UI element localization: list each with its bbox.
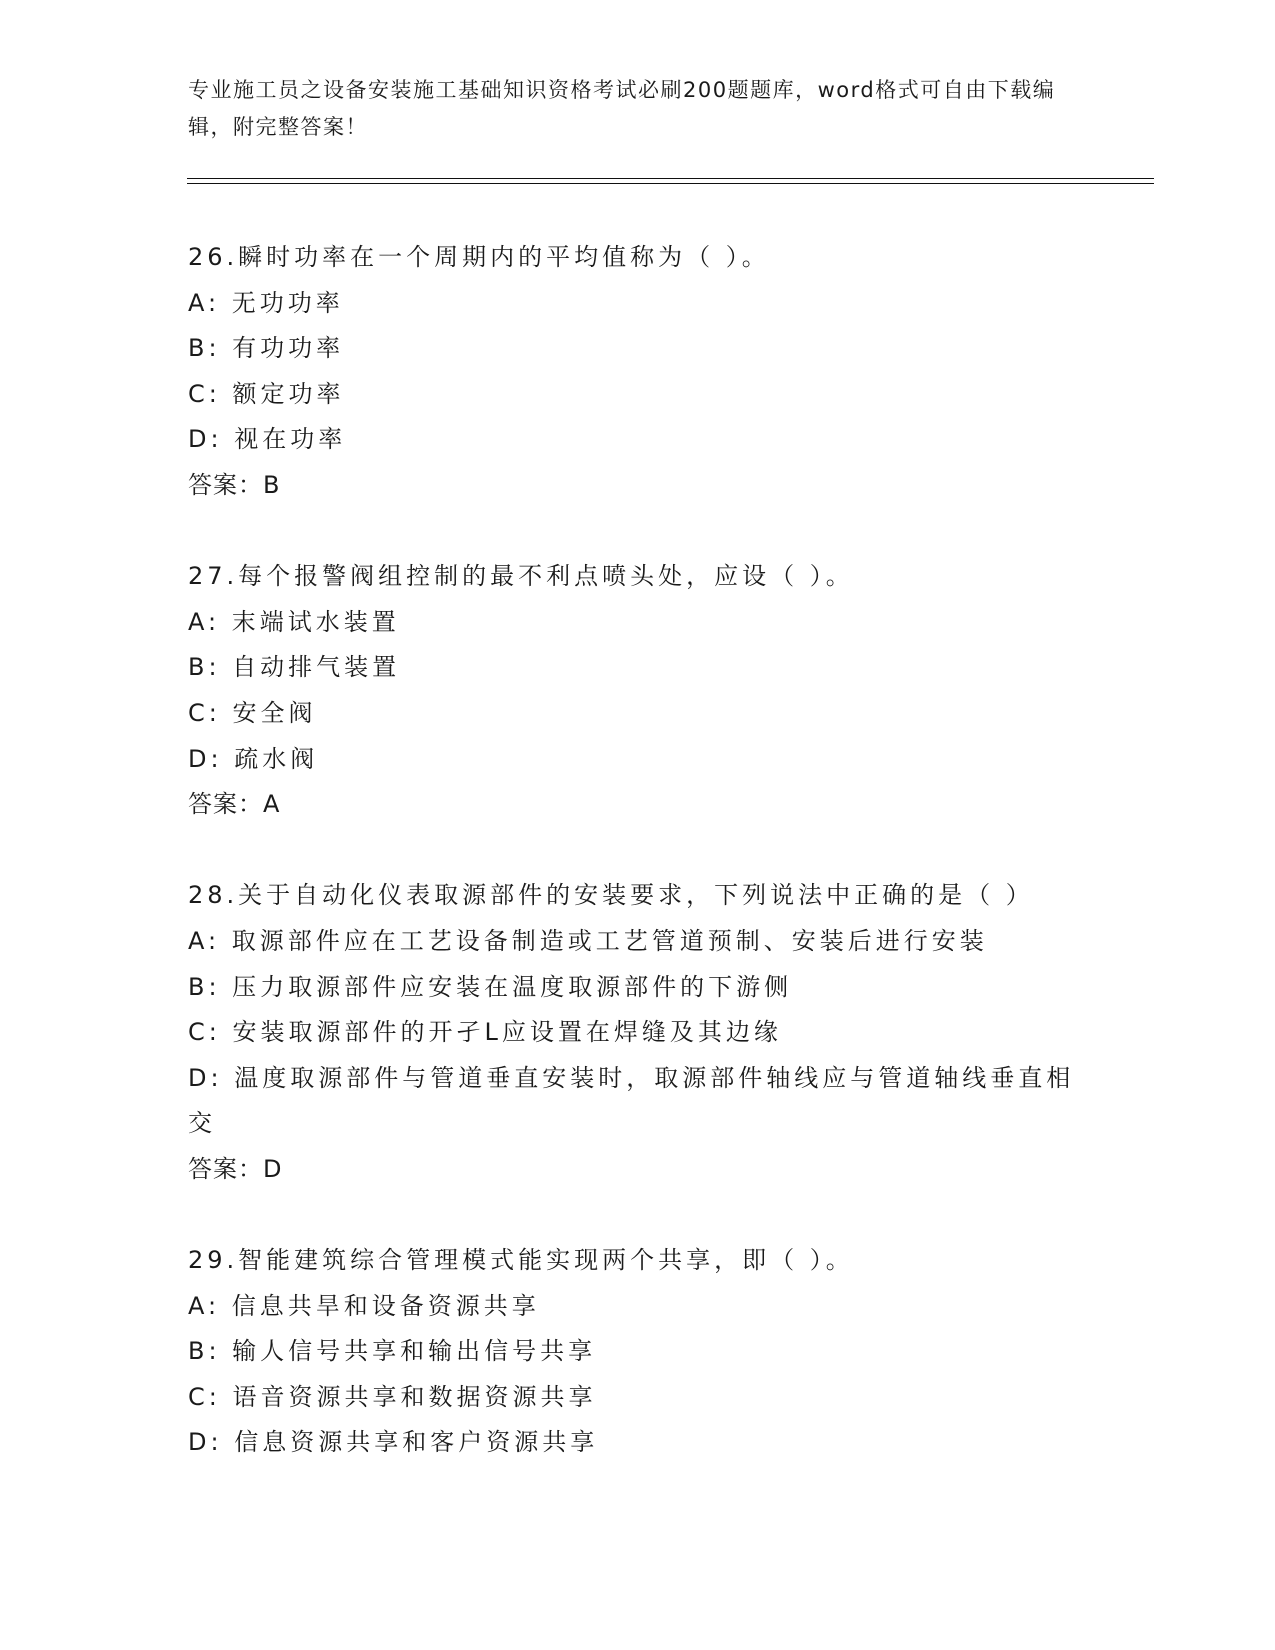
option-d: D: 温度取源部件与管道垂直安装时，取源部件轴线应与管道轴线垂直相交 <box>188 1063 1075 1138</box>
answer-label: 答案：B <box>188 470 281 499</box>
header-divider-top <box>187 178 1154 179</box>
question-stem: 26.瞬时功率在一个周期内的平均值称为（ ）。 <box>188 243 770 271</box>
option-d: D: 视在功率 <box>188 425 347 454</box>
question-26 <box>188 235 1088 509</box>
option-a: A: 取源部件应在工艺设备制造或工艺管道预制、安装后进行安装 <box>188 926 988 955</box>
option-c: C: 额定功率 <box>188 379 345 408</box>
option-c: C: 安装取源部件的开孑L应设置在焊缝及其边缘 <box>188 1018 782 1047</box>
question-stem: 27.每个报警阀组控制的最不利点喷头处，应设（ ）。 <box>188 562 854 591</box>
header-divider-bottom <box>187 183 1154 184</box>
question-29 <box>188 1238 1088 1466</box>
option-c: C: 安全阀 <box>188 698 317 727</box>
question-stem: 29.智能建筑综合管理模式能实现两个共享，即（ ）。 <box>188 1246 854 1275</box>
question-stem: 28.关于自动化仪表取源部件的安装要求，下列说法中正确的是（ ） <box>188 881 1034 910</box>
option-c: C: 语音资源共享和数据资源共享 <box>188 1382 597 1411</box>
option-d: D: 疏水阀 <box>188 744 319 773</box>
option-d: D: 信息资源共享和客户资源共享 <box>188 1428 599 1457</box>
question-28 <box>188 873 1088 1192</box>
document-header: 专业施工员之设备安装施工基础知识资格考试必刷200题题库，word格式可自由下载编辑，附完整答案！ <box>188 78 1056 139</box>
question-27 <box>188 554 1088 828</box>
answer-label: 答案：A <box>188 790 281 819</box>
option-a: A: 信息共旱和设备资源共享 <box>188 1291 540 1320</box>
option-b: B: 自动排气装置 <box>188 653 401 682</box>
option-b: B: 有功功率 <box>188 334 345 363</box>
answer-label: 答案：D <box>188 1154 283 1183</box>
question-list <box>188 235 1088 1512</box>
option-a: A: 无功功率 <box>188 288 344 317</box>
option-a: A: 末端试水装置 <box>188 607 400 636</box>
option-b: B: 输人信号共享和输出信号共享 <box>188 1337 597 1366</box>
option-b: B: 压力取源部件应安装在温度取源部件的下游侧 <box>188 972 793 1001</box>
